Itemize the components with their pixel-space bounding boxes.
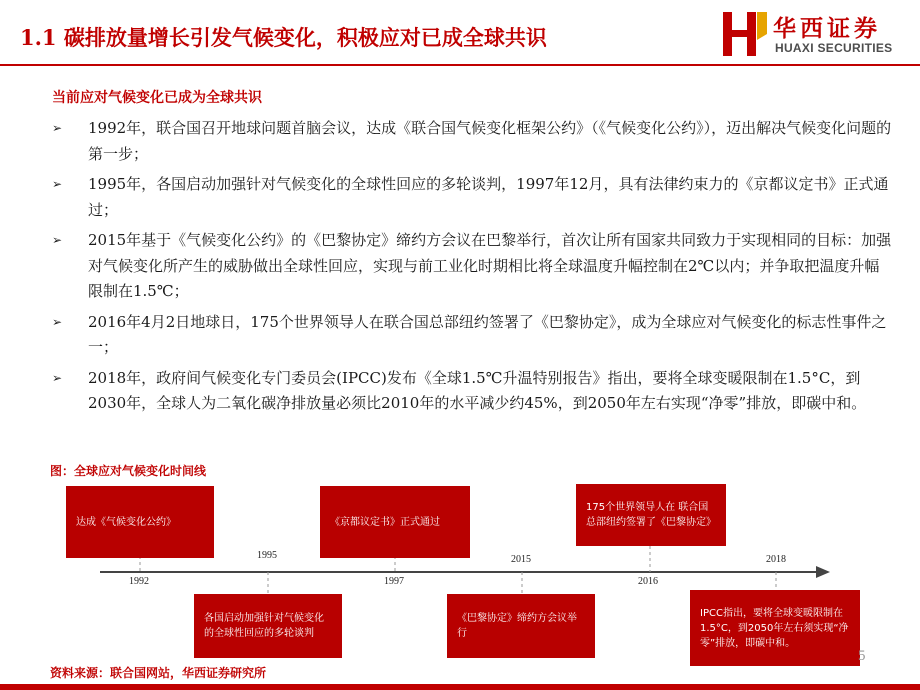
- year-label-2015: 2015: [511, 554, 531, 565]
- logo-chinese-name: 华西证券: [773, 16, 881, 42]
- bullet-arrow-icon: ➢: [52, 177, 63, 191]
- title-divider: [0, 64, 920, 66]
- year-label-1997: 1997: [384, 576, 404, 587]
- page-number: 5: [858, 648, 866, 664]
- bullet-arrow-icon: ➢: [52, 314, 63, 329]
- figure-caption: 图：全球应对气候变化时间线: [50, 464, 207, 478]
- bullet-text: 1995年，各国启动加强针对气候变化的全球性回应的多轮谈判，1997年12月，具有法律约束力的《京都议定书》正式通过；: [88, 175, 889, 219]
- bullet-item: [52, 172, 892, 223]
- bullet-text: 2018年，政府间气候变化专门委员会(IPCC)发布《全球1.5℃升温特别报告》指出，要将全球变暖限制在1.5°C，到2030年，全球人为二氧化碳净排放量必须比2010年的水平减少约45%，到2050年左右实现“净零”排放，即碳中和。: [88, 368, 867, 412]
- event-text: 175个世界领导人在 联合国总部纽约签署了《巴黎协定》: [586, 502, 716, 528]
- event-text: 《巴黎协定》缔约方会议举行: [457, 613, 577, 639]
- source-note: 资料来源：联合国网站，华西证券研究所: [50, 666, 267, 680]
- company-logo: [721, 8, 911, 60]
- bullet-item: [52, 116, 892, 167]
- bullet-text: 1992年，联合国召开地球问题首脑会议，达成《联合国气候变化框架公约》（《气候变化公约》），迈出解决气候变化问题的第一步；: [88, 119, 892, 163]
- timeline-event-1995: [194, 594, 342, 658]
- logo-english-name: HUAXI SECURITIES: [775, 41, 893, 55]
- event-text: IPCC指出，要将全球变暖限制在1.5°C，到2050年左右须实现“净零”排放，即碳中和。: [700, 607, 849, 649]
- bullet-item: [52, 310, 892, 361]
- year-label-2018: 2018: [766, 554, 786, 565]
- bullet-arrow-icon: ➢: [52, 233, 63, 247]
- huaxi-logo-icon: [721, 8, 769, 58]
- timeline-event-2018: [690, 590, 860, 666]
- timeline-event-2015: [447, 594, 595, 658]
- section-subhead: 当前应对气候变化已成为全球共识: [52, 90, 262, 106]
- timeline-figure: [0, 478, 920, 668]
- bullet-text: 2015年基于《气候变化公约》的《巴黎协定》缔约方会议在巴黎举行，首次让所有国家共同致力于实现相同的目标：加强对气候变化所产生的威胁做出全球性回应，实现与前工业化时期相比将全球温度升幅控制在2℃以内；并争取把温度升幅限制在1.5℃；: [88, 231, 892, 300]
- bullet-item: [52, 228, 892, 305]
- bullet-text: 2016年4月2日地球日，175个世界领导人在联合国总部纽约签署了《巴黎协定》，成为全球应对气候变化的标志性事件之一；: [88, 312, 887, 356]
- bottom-accent-bar: [0, 684, 920, 690]
- bullet-list: [52, 116, 892, 422]
- event-text: 达成《气候变化公约》: [76, 516, 176, 528]
- year-label-2016: 2016: [638, 576, 658, 587]
- event-text: 《京都议定书》正式通过: [330, 516, 440, 528]
- timeline-event-1992: [66, 486, 214, 558]
- timeline-event-1997: [320, 486, 470, 558]
- slide-title: 1.1 碳排放量增长引发气候变化，积极应对已成全球共识: [20, 25, 547, 50]
- timeline-event-2016: [576, 484, 726, 546]
- bullet-item: [52, 366, 892, 417]
- bullet-arrow-icon: ➢: [52, 370, 63, 385]
- bullet-arrow-icon: ➢: [52, 121, 63, 135]
- title-bar: [0, 0, 920, 66]
- event-text: 各国启动加强针对气候变化的全球性回应的多轮谈判: [204, 613, 324, 639]
- year-label-1992: 1992: [129, 576, 149, 587]
- year-label-1995: 1995: [257, 550, 277, 561]
